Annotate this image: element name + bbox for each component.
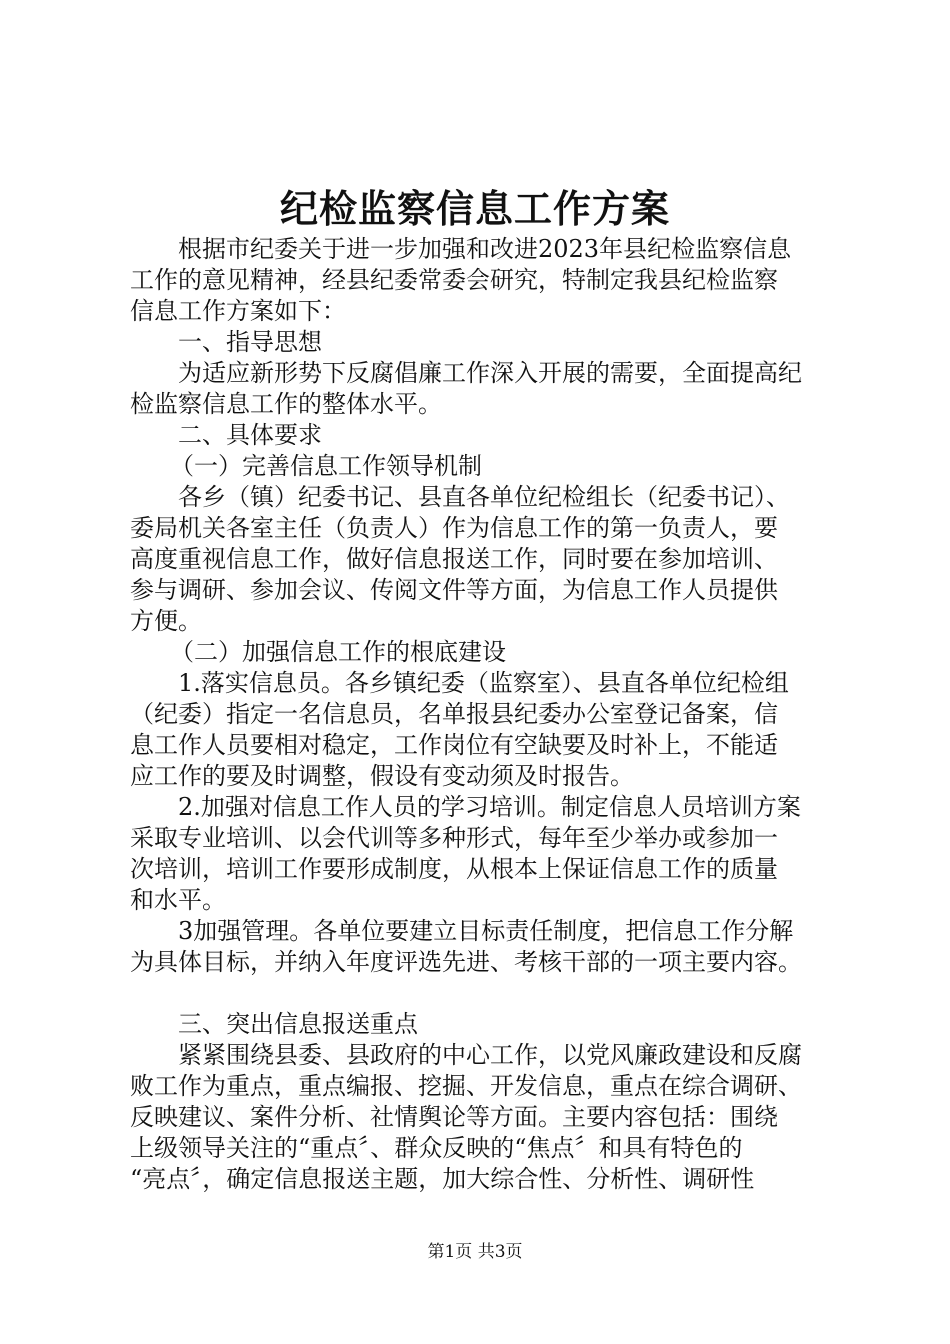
text-line: 工作的意见精神，经县纪委常委会研究，特制定我县纪检监察: [130, 266, 778, 294]
document-body: [130, 234, 830, 1195]
text-line: 委局机关各室主任（负责人）作为信息工作的第一负责人，要: [130, 514, 778, 542]
text-line: 3加强管理。各单位要建立目标责任制度，把信息工作分解: [178, 917, 794, 945]
text-line: 一、指导思想: [178, 328, 322, 356]
text-line: 三、突出信息报送重点: [178, 1010, 418, 1038]
spacer: [130, 978, 830, 1009]
text-line: 为具体目标，并纳入年度评选先进、考核干部的一项主要内容。: [130, 948, 802, 976]
text-line: 反映建议、案件分析、社情舆论等方面。主要内容包括：围绕: [130, 1103, 778, 1131]
page-footer: 第1页 共3页: [427, 1242, 523, 1262]
paragraph-item-1: [130, 668, 830, 792]
section-heading-1: [130, 327, 830, 358]
text-line: 应工作的要及时调整，假设有变动须及时报告。: [130, 762, 634, 790]
paragraph-intro: [130, 234, 830, 327]
text-line: 2.加强对信息工作人员的学习培训。制定信息人员培训方案: [178, 793, 801, 821]
paragraph-focus: [130, 1040, 830, 1195]
section-heading-3: [130, 1009, 830, 1040]
text-line: 1.落实信息员。各乡镇纪委（监察室）、县直各单位纪检组: [178, 669, 789, 697]
text-line: 根据市纪委关于进一步加强和改进2023年县纪检监察信息: [178, 235, 792, 263]
paragraph-leadership: [130, 482, 830, 637]
subsection-heading-2: [130, 637, 830, 668]
subsection-heading-1: [130, 451, 830, 482]
text-line: 和水平。: [130, 886, 226, 914]
text-line: 败工作为重点，重点编报、挖掘、开发信息，重点在综合调研、: [130, 1072, 802, 1100]
paragraph-item-3: [130, 916, 830, 978]
paragraph-guiding-thought: [130, 358, 830, 420]
text-line: 各乡（镇）纪委书记、县直各单位纪检组长（纪委书记）、: [178, 483, 790, 511]
text-line: 方便。: [130, 607, 202, 635]
text-line: 息工作人员要相对稳定，工作岗位有空缺要及时补上，不能适: [130, 731, 778, 759]
text-line: 采取专业培训、以会代训等多种形式，每年至少举办或参加一: [130, 824, 778, 852]
text-line: 信息工作方案如下：: [130, 297, 346, 325]
section-heading-2: [130, 420, 830, 451]
text-line: 二、具体要求: [178, 421, 322, 449]
text-line: 为适应新形势下反腐倡廉工作深入开展的需要，全面提高纪: [178, 359, 802, 387]
text-line: 紧紧围绕县委、县政府的中心工作，以党风廉政建设和反腐: [178, 1041, 802, 1069]
text-line: 高度重视信息工作，做好信息报送工作，同时要在参加培训、: [130, 545, 778, 573]
text-line: 上级领导关注的“重点〞、群众反映的“焦点〞和具有特色的: [130, 1134, 743, 1162]
document-title: 纪检监察信息工作方案: [279, 186, 670, 231]
text-line: 检监察信息工作的整体水平。: [130, 390, 442, 418]
text-line: （一）完善信息工作领导机制: [170, 452, 482, 480]
text-line: “亮点〞，确定信息报送主题，加大综合性、分析性、调研性: [130, 1165, 755, 1193]
text-line: （二）加强信息工作的根底建设: [170, 638, 506, 666]
text-line: （纪委）指定一名信息员，名单报县纪委办公室登记备案，信: [130, 700, 778, 728]
text-line: 参与调研、参加会议、传阅文件等方面，为信息工作人员提供: [130, 576, 778, 604]
paragraph-item-2: [130, 792, 830, 916]
text-line: 次培训，培训工作要形成制度，从根本上保证信息工作的质量: [130, 855, 778, 883]
